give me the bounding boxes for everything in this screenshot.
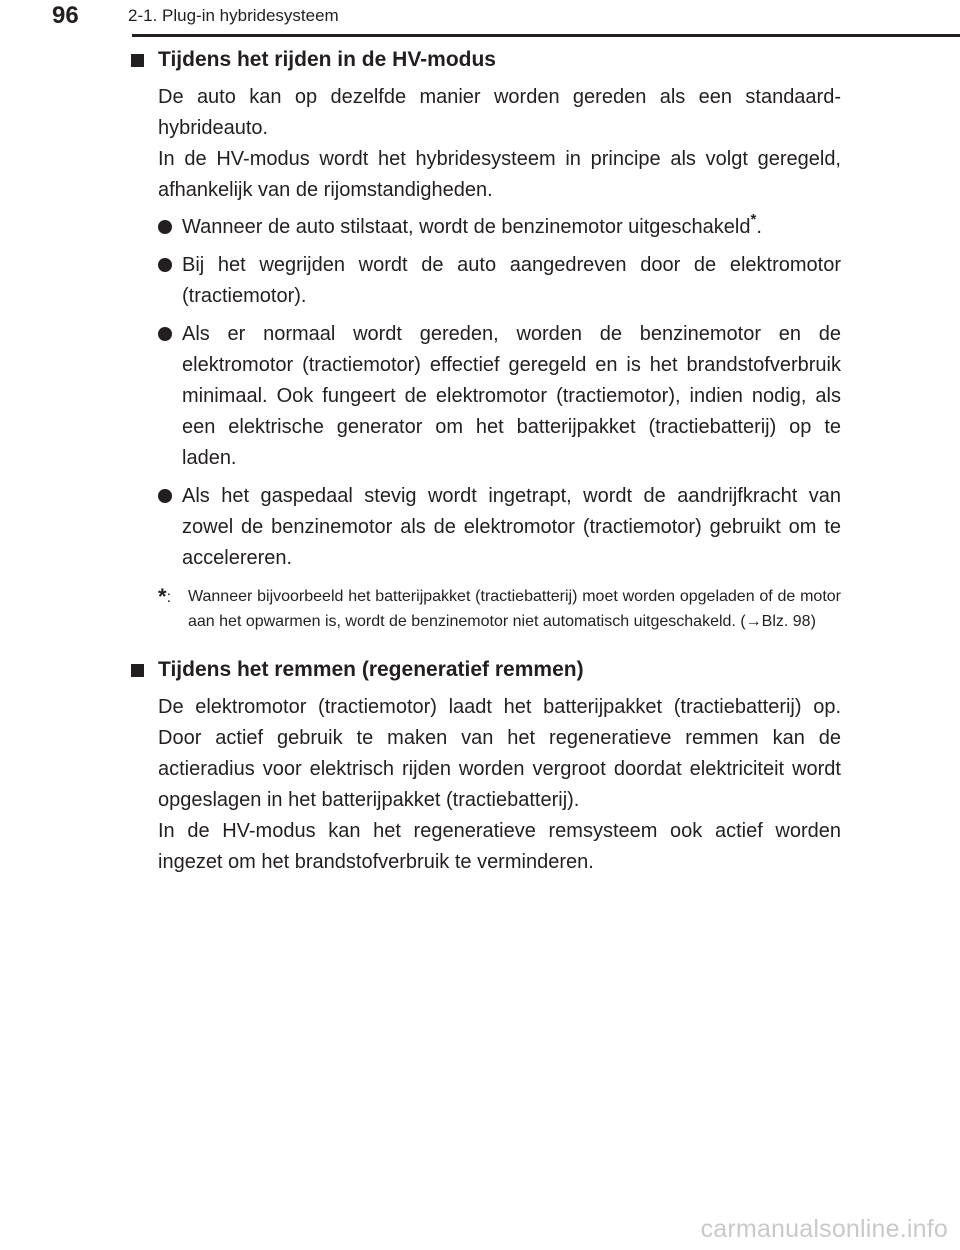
section-hv-mode [131, 44, 841, 634]
list-item-text: Bij het wegrijden wordt de auto aangedreven door de elektromotor (tractiemotor). [182, 254, 841, 307]
page-content [131, 44, 841, 878]
paragraph: In de HV-modus kan het regeneratieve remsysteem ook actief worden ingezet om het brandstofverbruik te verminderen. [158, 820, 841, 873]
section-heading-text: Tijdens het rijden in de HV-modus [158, 48, 496, 71]
footnote-marker: *: [158, 584, 172, 609]
bullet-dot-icon [158, 258, 172, 272]
paragraph: De auto kan op dezelfde manier worden gereden als een standaard-hybrideauto. [158, 86, 841, 139]
square-bullet-icon [131, 664, 144, 677]
list-item [158, 250, 841, 312]
section-heading-hv-mode [131, 44, 841, 76]
bullet-dot-icon [158, 220, 172, 234]
section-heading-text: Tijdens het remmen (regeneratief remmen) [158, 658, 584, 681]
bullet-dot-icon [158, 327, 172, 341]
section-regenerative-braking [131, 654, 841, 878]
footnote-star: * [750, 211, 757, 228]
page-number: 96 [52, 2, 79, 29]
list-item-text: Als het gaspedaal stevig wordt ingetrapt, wordt de aandrijfkracht van zowel de benzinemotor als de elektromotor (tractiemotor) gebruikt om te accelereren. [182, 485, 841, 569]
list-item-text: Wanneer de auto stilstaat, wordt de benzinemotor uitgeschakeld*. [182, 211, 762, 238]
list-item [158, 319, 841, 474]
watermark: carmanualsonline.info [700, 1215, 948, 1243]
section-heading-regenerative-braking [131, 654, 841, 686]
square-bullet-icon [131, 54, 144, 67]
page-ref-link[interactable]: Blz. 98 [761, 613, 811, 630]
footnote-text: Wanneer bijvoorbeeld het batterijpakket (tractiebatterij) moet worden opgeladen of de motor aan het opwarmen is, wordt de benzinemotor niet automatisch uitgeschakeld. (→Blz. 98) [188, 588, 841, 630]
paragraph: De elektromotor (tractiemotor) laadt het batterijpakket (tractiebatterij) op. Door actief gebruik te maken van het regeneratieve remmen kan de actieradius voor elektrisch rijden worden vergroot doordat elektriciteit wordt opgeslagen in het batterijpakket (tractiebatterij). [158, 696, 841, 811]
list-item [158, 212, 841, 243]
footnote [158, 584, 841, 634]
list-item-text: Als er normaal wordt gereden, worden de benzinemotor en de elektromotor (tractiemotor) effectief geregeld en is het brandstofverbruik minimaal. Ook fungeert de elektromotor (tractiemotor), indien nodig, als een elektrische generator om het batterijpakket (tractiebatterij) op te laden. [182, 323, 841, 469]
page-ref-arrow-icon: → [745, 613, 762, 630]
running-header: 2-1. Plug-in hybridesysteem [128, 6, 339, 25]
bullet-list [158, 212, 841, 574]
list-item [158, 481, 841, 574]
paragraph: In de HV-modus wordt het hybridesysteem in principe als volgt geregeld, afhankelijk van de rijomstandigheden. [158, 148, 841, 201]
header-rule [132, 34, 960, 37]
bullet-dot-icon [158, 489, 172, 503]
